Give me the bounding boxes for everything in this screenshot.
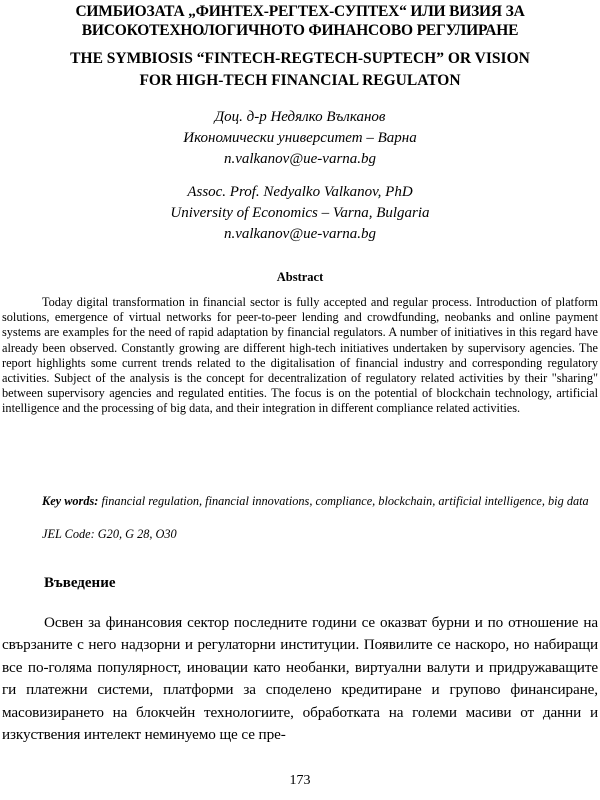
author-bg-affiliation: Икономически университет – Варна — [183, 130, 417, 146]
author-en-email: n.valkanov@ue-varna.bg — [223, 226, 377, 242]
author-bg-name: Доц. д-р Недялко Вълканов — [214, 109, 386, 125]
intro-text: Освен за финансовия сектор последните години се оказват бурни и по отношение на свързаните с него надзорни и регулаторни институции. Появилите се наскоро, но набиращи все по-голяма популярност, иновации като необанки, виртуални валути и придружаващите ги платежни системи, платформи за споделено кредитиране и групово финансиране, масовизирането на блокчейн технологиите, обработката на големи масиви от данни и изкуствения интелект неминуемо ще се пре- — [2, 614, 598, 744]
keywords — [2, 494, 598, 509]
keywords-label: Key words: — [42, 494, 99, 508]
abstract-text: Today digital transformation in financial sector is fully accepted and regular process. Introduction of platform solutions, emergence of virtual networks for peer-to-peer lending and crowdfunding, neobanks and online payment systems are examples for the need of rapid adaptation by financial regulators. A number of initiatives in this regard have already been observed. Constantly growing are different high-tech initiatives undertaken by supervisory agencies. The report highlights some current trends related to the digitalisation of financial industry and corresponding regulatory activities. Subject of the analysis is the concept for decentralization of regulatory related activities by their "sharing" between supervisory agencies and regulated entities. The focus is on the potential of blockchain technology, artificial intelligence and the processing of big data, and their integration in different compliance related activities. — [2, 295, 598, 416]
author-bg-email: n.valkanov@ue-varna.bg — [223, 151, 377, 167]
author-en-name: Assoc. Prof. Nedyalko Valkanov, PhD — [187, 184, 413, 200]
jel-code: JEL Code: G20, G 28, O30 — [42, 527, 177, 541]
abstract-heading: Abstract — [276, 270, 324, 284]
keywords-list: financial regulation, financial innovations, compliance, blockchain, artificial intelligence, big data — [101, 494, 589, 508]
title-bg-line-2: ВИСОКОТЕХНОЛОГИЧНОТО ФИНАНСОВО РЕГУЛИРАНЕ — [81, 22, 519, 39]
title-en-line-1: THE SYMBIOSIS “FINTECH-REGTECH-SUPTECH” OR VISION — [70, 50, 530, 67]
author-en-affiliation: University of Economics – Varna, Bulgaria — [170, 205, 430, 221]
page-number: 173 — [289, 773, 311, 788]
title-bg-line-1: СИМБИОЗАТА „ФИНТЕХ-РЕГТЕХ-СУПТЕХ“ ИЛИ ВИЗИЯ ЗА — [75, 3, 525, 20]
intro-heading: Въведение — [44, 575, 116, 591]
title-en-line-2: FOR HIGH-TECH FINANCIAL REGULATON — [139, 72, 461, 89]
